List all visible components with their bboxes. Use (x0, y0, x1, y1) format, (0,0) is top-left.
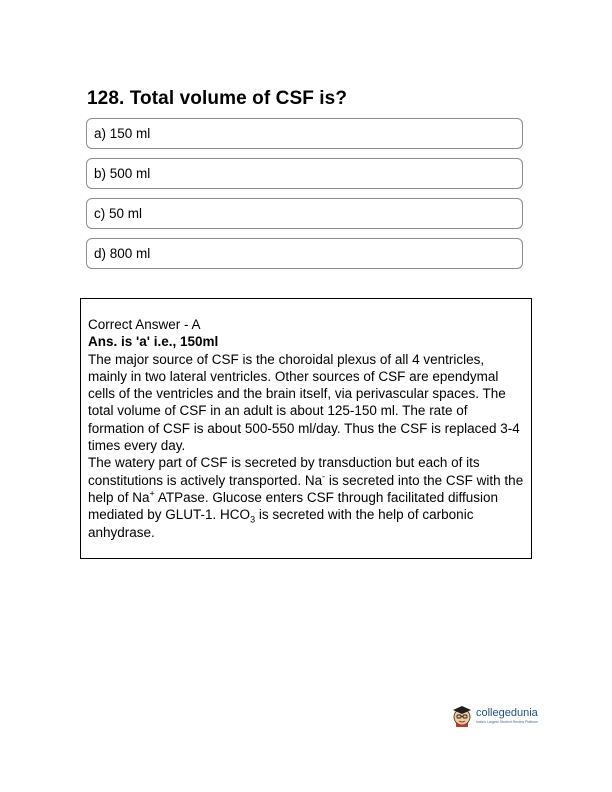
brand-tagline: India's Largest Student Review Platform (476, 719, 539, 724)
para2-text-a: The watery part of CSF is secreted by transduction but each of its constitutions is actively transported. Na (88, 455, 480, 488)
answer-heading: Ans. is 'a' i.e., 150ml (88, 334, 219, 350)
option-c-label: c) 50 ml (94, 206, 143, 221)
explanation-paragraph-1: The major source of CSF is the choroidal plexus of all 4 ventricles, mainly in two lateral ventricles. Other sources of CSF are ependymal cells of the ventricles and the brain itself, via perivascular spaces. The total volume of CSF in an adult is about 125-150 ml. The rate of formation of CSF is about 500-550 ml/day. Thus the CSF is replaced 3-4 times every day. (88, 351, 520, 454)
option-a[interactable] (86, 118, 523, 149)
option-d[interactable] (86, 238, 523, 269)
para2-text-c: ATPase. Glucose enters CSF through facilitated diffusion mediated by GLUT-1. HCO (88, 489, 498, 523)
mascot-logo-icon (450, 703, 474, 727)
para2-text-b: is secreted into the CSF with the help of Na (88, 472, 524, 505)
option-b[interactable] (86, 158, 523, 189)
sodium-plus-sup: + (149, 488, 155, 499)
brand-name: collegedunia (476, 706, 538, 719)
sodium-charge-sup: - (322, 471, 326, 482)
option-b-label: b) 500 ml (94, 166, 151, 181)
answer-explanation-box (80, 298, 532, 559)
bicarbonate-sub: 3 (250, 514, 256, 525)
explanation-paragraph-2 (88, 454, 524, 540)
option-c[interactable] (86, 198, 523, 229)
option-d-label: d) 800 ml (94, 246, 151, 261)
option-a-label: a) 150 ml (94, 126, 151, 141)
collegedunia-logo[interactable] (450, 703, 538, 727)
logo-text (476, 707, 538, 724)
correct-answer-line: Correct Answer - A (88, 317, 201, 332)
question-title: 128. Total volume of CSF is? (87, 88, 348, 109)
para2-text-d: is secreted with the help of carbonic anhydrase. (88, 507, 474, 540)
